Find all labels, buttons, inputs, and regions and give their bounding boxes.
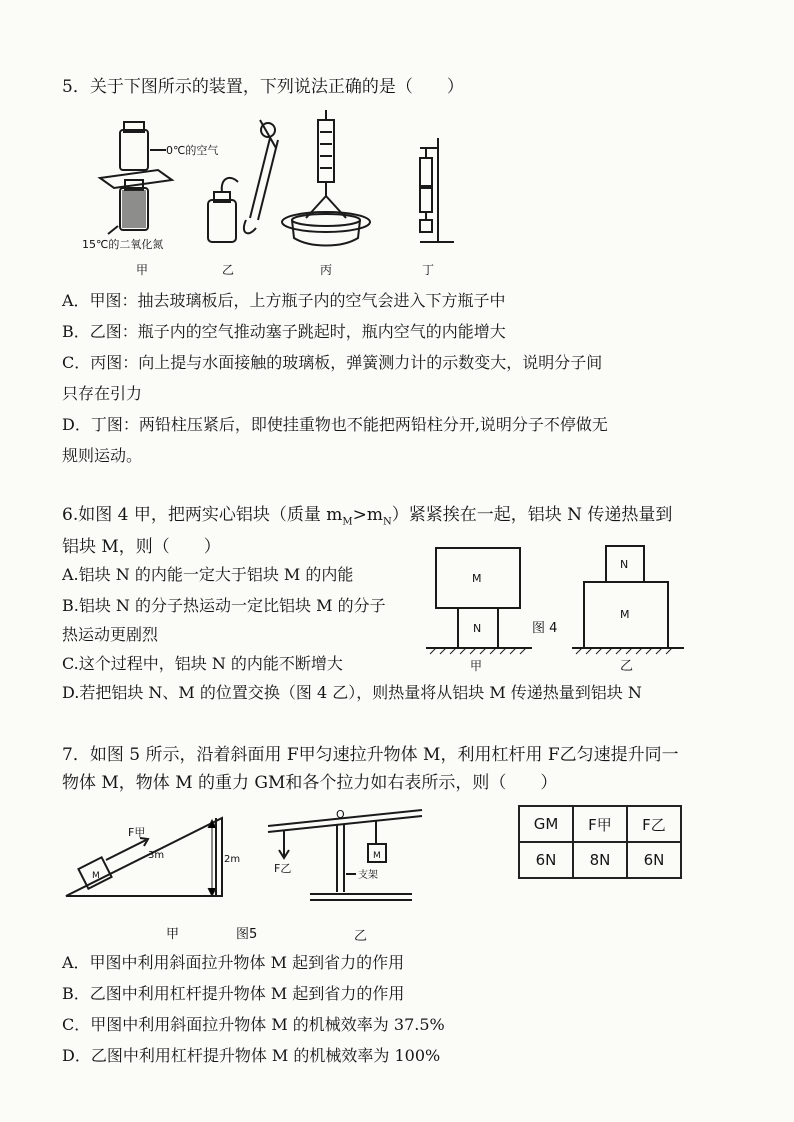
fig4-yi-m: M [620, 608, 630, 621]
fig5-block-m: M [92, 871, 100, 881]
fig4-jia-label: 甲 [470, 659, 483, 673]
q5-stem: 5．关于下图所示的装置，下列说法正确的是（ ） [62, 77, 464, 97]
fig5-jia-label: 甲 [166, 927, 180, 942]
q5-option-d: D．丁图：两铅柱压紧后，即使挂重物也不能把两铅柱分开,说明分子不停做无 [62, 415, 608, 434]
fig4-jia-m: M [472, 572, 482, 585]
q7-option-b: B．乙图中利用杠杆提升物体 M 起到省力的作用 [62, 984, 405, 1003]
fig-jia-label: 甲 [136, 263, 149, 277]
fig-bing-label: 丙 [320, 263, 333, 277]
q7-figure [62, 800, 482, 946]
q6-figure [426, 538, 694, 678]
q7-option-a: A．甲图中利用斜面拉升物体 M 起到省力的作用 [62, 953, 405, 972]
q6-option-a: A.铝块 N 的内能一定大于铝块 M 的内能 [62, 565, 354, 584]
fig4-jia-n: N [473, 622, 482, 635]
q5-option-c-cont: 只存在引力 [62, 384, 143, 403]
q7-option-d: D．乙图中利用杠杆提升物体 M 的机械效率为 100% [62, 1046, 441, 1065]
q5-option-c: C．丙图：向上提与水面接触的玻璃板，弹簧测力计的示数变大，说明分子间 [62, 353, 603, 372]
fig5-stand-label: 支架 [358, 870, 378, 881]
fig4-yi-n: N [620, 558, 629, 571]
q6-stem-line1: 6.如图 4 甲，把两实心铝块（质量 $m_M>m_N$）紧紧挨在一起，铝块 N 传递热量到 [62, 505, 673, 528]
q5-figure [80, 108, 460, 278]
fig5-f-jia: F甲 [128, 826, 146, 839]
air-label: 0℃的空气 [166, 144, 219, 157]
table-header-gm: GM [519, 806, 573, 842]
table-value-fjia: 8N [573, 842, 627, 878]
table-value-fyi: 6N [627, 842, 681, 878]
q7-stem-line2: 物体 M，物体 M 的重力 GM和各个拉力如右表所示，则（ ） [62, 773, 558, 793]
fig5-f-yi: F乙 [274, 862, 292, 875]
q6-stem-line2: 铝块 M，则（ ） [62, 537, 221, 557]
table-header-fjia: F甲 [573, 806, 627, 842]
fig-ding-label: 丁 [422, 263, 435, 277]
q6-option-b-cont: 热运动更剧烈 [62, 625, 159, 644]
fig5-yi-label: 乙 [354, 929, 368, 944]
q7-force-table [518, 805, 682, 879]
q6-option-b: B.铝块 N 的分子热运动一定比铝块 M 的分子 [62, 596, 386, 615]
fig5-lever-m: M [373, 851, 381, 861]
fig-yi-label: 乙 [222, 263, 235, 277]
q5-option-d-cont: 规则运动。 [62, 446, 143, 465]
fig5-title: 图5 [236, 927, 258, 942]
q5-option-a: A．甲图：抽去玻璃板后，上方瓶子内的空气会进入下方瓶子中 [62, 291, 506, 310]
q7-stem-line1: 7．如图 5 所示，沿着斜面用 F甲匀速拉升物体 M，利用杠杆用 F乙匀速提升同一 [62, 745, 679, 765]
q7-option-c: C．甲图中利用斜面拉升物体 M 的机械效率为 37.5% [62, 1015, 445, 1034]
q6-option-d: D.若把铝块 N、M 的位置交换（图 4 乙），则热量将从铝块 M 传递热量到铝块 N [62, 683, 642, 702]
fig5-pivot-o: O [336, 808, 345, 821]
fig5-slope-length: 3m [148, 850, 165, 861]
table-header-fyi: F乙 [627, 806, 681, 842]
fig4-yi-label: 乙 [620, 659, 634, 674]
q5-option-b: B．乙图：瓶子内的空气推动塞子跳起时，瓶内空气的内能增大 [62, 322, 506, 341]
fig4-title: 图 4 [532, 621, 558, 636]
gas-label: 15℃的二氧化氮 [82, 238, 164, 251]
table-value-gm: 6N [519, 842, 573, 878]
q6-option-c: C.这个过程中，铝块 N 的内能不断增大 [62, 654, 343, 673]
fig5-height: 2m [224, 854, 241, 865]
